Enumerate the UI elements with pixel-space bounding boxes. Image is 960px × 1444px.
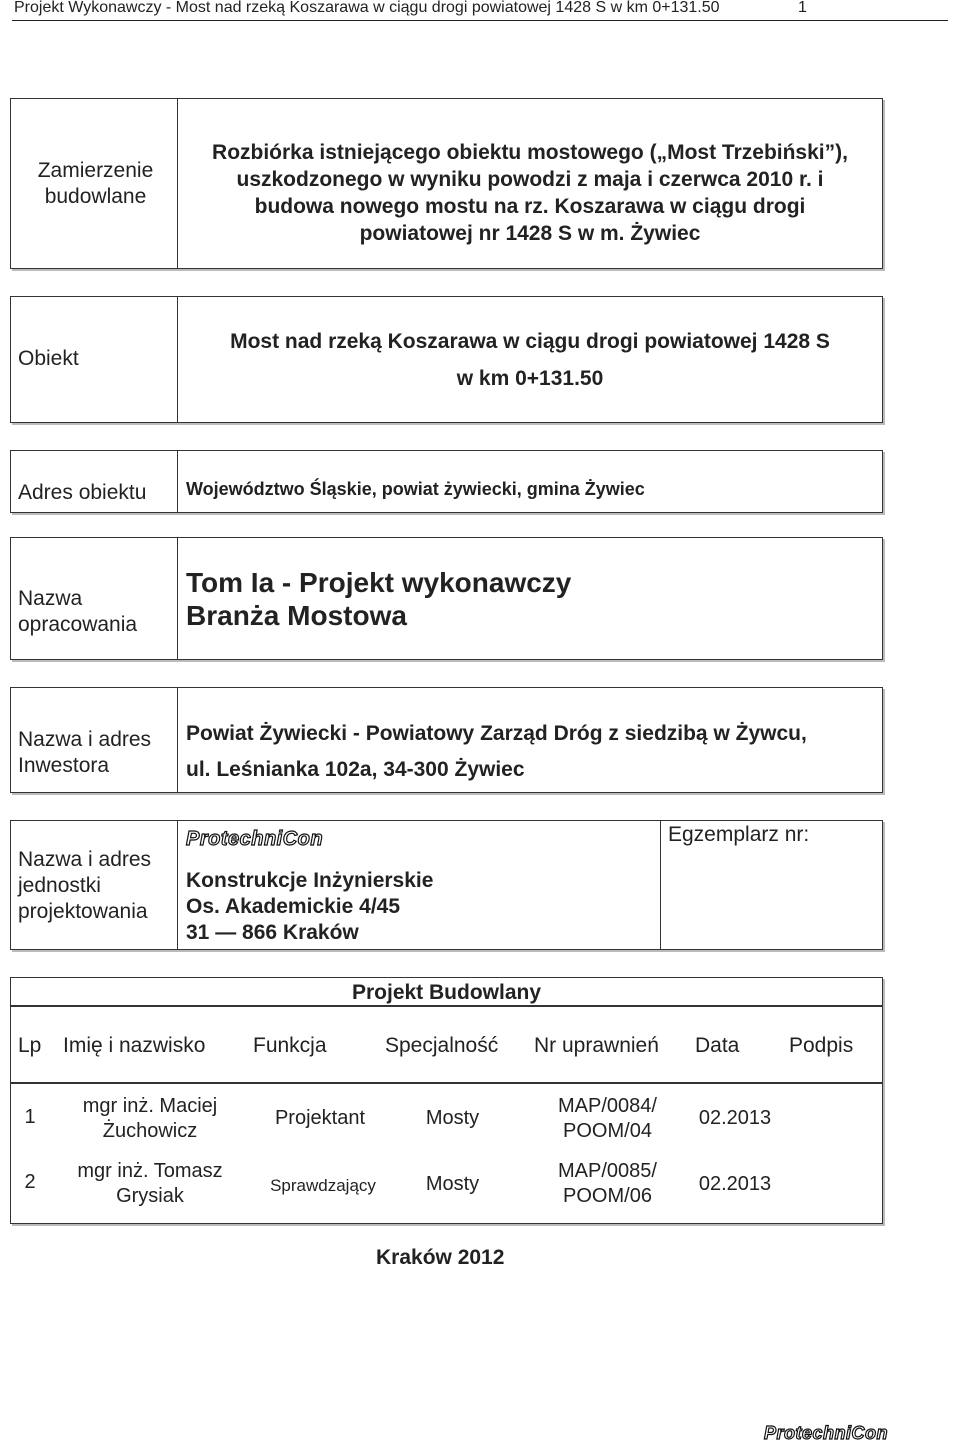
row1-nr-line2: POOM/04 [563,1120,652,1142]
page-header [14,0,946,19]
col-funkcja: Funkcja [253,1034,327,1057]
zamierzenie-line4: powiatowej nr 1428 S w m. Żywiec [359,222,701,245]
zamierzenie-line3: budowa nowego mostu na rz. Koszarawa w ciągu drogi [254,195,806,218]
row2-lp: 2 [24,1171,36,1193]
inwestor-label-line1: Nazwa i adres [18,728,152,751]
zamierzenie-label [18,158,173,210]
zamierzenie-label-line1: Zamierzenie [37,159,154,182]
opracowanie-line2: Branża Mostowa [186,600,407,631]
zamierzenie-label-line2: budowlane [44,185,147,208]
inwestor-line2: ul. Leśnianka 102a, 34-300 Żywiec [186,758,525,781]
col-lp: Lp [18,1034,42,1057]
jednostka-value [186,868,433,946]
col-nr-uprawnien: Nr uprawnień [534,1034,659,1057]
row2-nr [530,1159,685,1209]
egzemplarz-label: Egzemplarz nr: [668,823,810,846]
row1-lp: 1 [24,1106,36,1128]
header-title: Projekt Wykonawczy - Most nad rzeką Koszarawa w ciągu drogi powiatowej 1428 S w km 0+131.50 [14,0,720,16]
obiekt-line2: w km 0+131.50 [456,367,604,390]
adres-value: Województwo Śląskie, powiat żywiecki, gmina Żywiec [186,479,645,499]
header-rule [12,20,948,21]
inwestor-label [18,727,151,779]
jednostka-label-line3: projektowania [18,900,148,923]
jednostka-line2: Os. Akademickie 4/45 [186,895,401,918]
zamierzenie-value [180,139,880,247]
opracowanie-label-line1: Nazwa [18,587,83,610]
row1-nr [530,1094,685,1144]
row1-name-line1: mgr inż. Maciej [82,1095,218,1117]
row1-data: 02.2013 [698,1107,772,1129]
obiekt-label: Obiekt [18,347,79,370]
inwestor-label-line2: Inwestora [18,754,110,777]
protechnicon-logo: ProtechniCon [186,828,324,850]
row2-nr-line2: POOM/06 [563,1185,652,1207]
opracowanie-line1: Tom Ia - Projekt wykonawczy [186,567,572,598]
inwestor-value [186,716,807,788]
row2-name-line2: Grysiak [116,1185,184,1207]
obiekt-value [180,323,880,397]
jednostka-label-line2: jednostki [18,874,101,897]
page-number: 1 [798,0,807,16]
projekt-columns-header [10,1010,883,1080]
col-data: Data [695,1034,740,1057]
zamierzenie-line2: uszkodzonego w wyniku powodzi z maja i czerwca 2010 r. i [236,168,824,191]
opracowanie-label [18,586,137,638]
table-row [10,1155,883,1215]
obiekt-line1: Most nad rzeką Koszarawa w ciągu drogi powiatowej 1428 S [230,330,830,353]
row1-funkcja: Projektant [274,1107,366,1129]
col-specjalnosc: Specjalność [385,1034,499,1057]
col-podpis: Podpis [789,1034,854,1057]
inwestor-line1: Powiat Żywiecki - Powiatowy Zarząd Dróg z siedzibą w Żywcu, [186,722,807,745]
table-row [10,1090,883,1150]
row1-spec: Mosty [425,1107,480,1129]
zamierzenie-line1: Rozbiórka istniejącego obiektu mostowego („Most Trzebiński”), [212,141,848,164]
col-name: Imię i nazwisko [63,1034,206,1057]
projekt-title: Projekt Budowlany [351,981,542,1004]
row2-spec: Mosty [425,1173,480,1195]
place-date: Kraków 2012 [376,1246,505,1269]
row2-name [55,1159,245,1209]
projekt-header-divider [10,1082,883,1084]
adres-label: Adres obiektu [18,481,147,504]
footer-logo: ProtechniCon [764,1423,889,1443]
jednostka-line1: Konstrukcje Inżynierskie [186,869,434,892]
row2-name-line1: mgr inż. Tomasz [77,1160,223,1182]
row1-name [55,1094,245,1144]
row1-name-line2: Żuchowicz [102,1120,198,1142]
jednostka-line3: 31 — 866 Kraków [186,921,359,944]
opracowanie-value [186,566,571,632]
row2-nr-line1: MAP/0085/ [558,1160,657,1182]
jednostka-label-line1: Nazwa i adres [18,848,152,871]
row2-data: 02.2013 [698,1173,772,1195]
jednostka-label [18,847,151,925]
opracowanie-label-line2: opracowania [18,613,138,636]
row2-funkcja: Sprawdzający [270,1176,376,1195]
row1-nr-line1: MAP/0084/ [558,1095,657,1117]
